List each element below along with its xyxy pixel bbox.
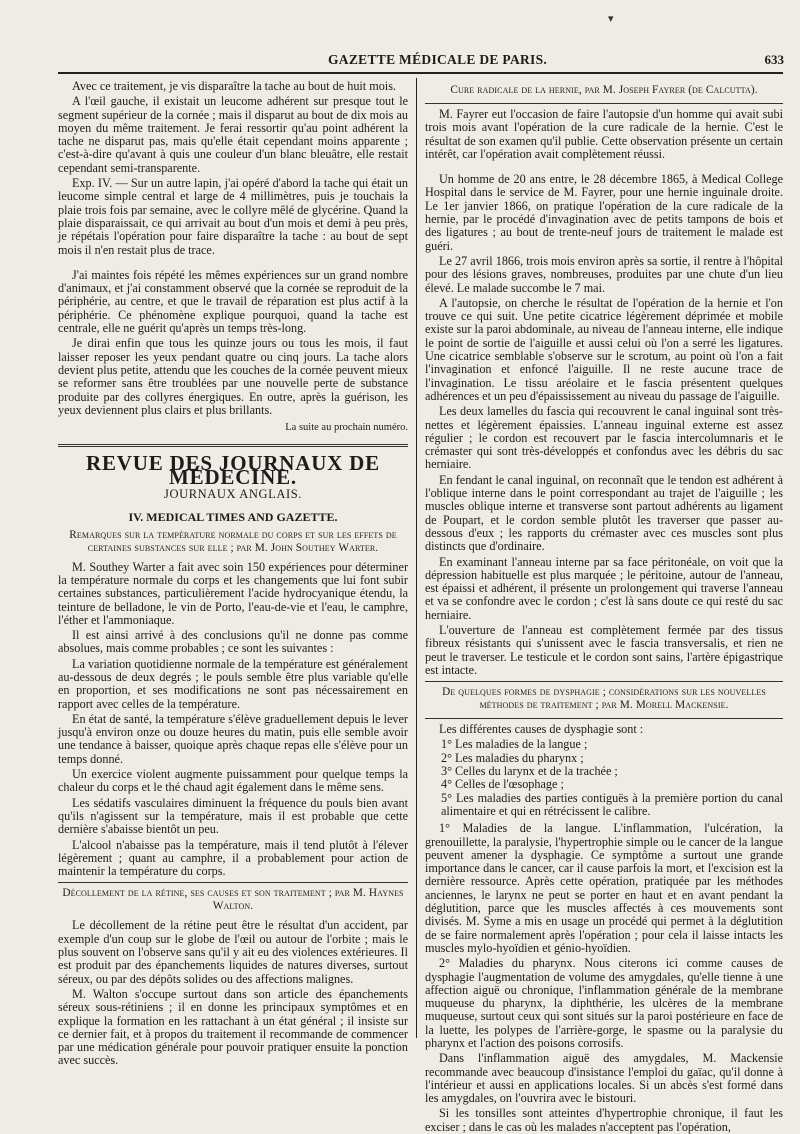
corner-mark: ▾ xyxy=(608,12,614,25)
article-rule xyxy=(425,103,783,104)
article-rule xyxy=(425,718,783,719)
paragraph: L'ouverture de l'anneau est complètement fermée par des tissus fibreux résistants qui s'unissent avec le fascia transversalis, et rien ne peut le traverser. Le testicule et le cordon sont sains, l'artère épigastrique est intacte. xyxy=(425,622,783,677)
article-heading: Remarques sur la température normale du corps et sur les effets de certaines substances sur elle ; par M. John Southey Warter. xyxy=(69,528,397,554)
paragraph: Les sédatifs vasculaires diminuent la fréquence du pouls bien avant qu'ils n'agissent sur la température, mais il est probable que cette dernière s'abaisse bientôt un peu. xyxy=(58,795,408,837)
left-column xyxy=(58,79,408,1068)
list-item: 4° Celles de l'œsophage ; xyxy=(441,777,564,792)
paragraph: Le 27 avril 1866, trois mois environ après sa sortie, il rentre à l'hôpital pour des lésions graves, nombreuses, produites par une chute d'un lieu élevé. Le malade succombe le 7 mai. xyxy=(425,253,783,295)
journal-heading: IV. MEDICAL TIMES AND GAZETTE. xyxy=(128,510,338,525)
paragraph: 2° Maladies du pharynx. Nous citerons ici comme causes de dysphagie l'augmentation de volume des amygdales, qu'elle tienne à une affection aiguë ou chronique, l'inflammation générale de la membrane muqueuse du pharynx, la diphthérie, les ulcères de la membrane muqueuse, surtout ceux qui sont situés sur la paroi postérieure en face de la luette, les polypes de l'arrière-gorge, le spasme ou la paralysie du pharynx et l'action des poisons corrosifs. xyxy=(425,956,783,1050)
list-item: 5° Les maladies des parties contiguës à la première portion du canal alimentaire et qui en rétrécissent le calibre. xyxy=(441,790,783,818)
article-heading: Cure radicale de la hernie, par M. Joseph Fayrer (de Calcutta). xyxy=(450,84,758,96)
paragraph: Je dirai enfin que tous les quinze jours ou tous les mois, il faut laisser reposer les yeux pendant quatre ou cinq jours. La tache alors devient plus petite, attendu que les couches de la cornée peuvent mieux se reformer sans être troublées par une nouvelle perte de substance produite par des collyres énergiques. En outre, après la guérison, les yeux deviennent plus clairs et plus brillants. xyxy=(58,336,408,417)
list-item: 1° Les maladies de la langue ; xyxy=(441,737,588,752)
right-column xyxy=(425,80,783,1134)
paragraph: Si les tonsilles sont atteintes d'hypertrophie chronique, il faut les exciser ; dans le cas où les malades n'acceptent pas l'opération, xyxy=(425,1106,783,1134)
article-heading: De quelques formes de dysphagie ; considérations sur les nouvelles méthodes de traitement ; par M. Morell Mackensie. xyxy=(442,686,766,712)
paragraph: 1° Maladies de la langue. L'inflammation, l'ulcération, la grenouillette, la paralysie, l'hypertrophie simple ou le cancer de la langue peuvent amener la dysphagie. Ce symptôme a surtout une grande importance dans le cancer, car il cause parfois la mort, et l'excision est la dernière ressource. Après cette opération, pratiquée par les méthodes anciennes, le larynx ne peut se porter en haut et en avant pendant la déglutition, parce que les muscles affectés à ces mouvements sont divisés. M. Syme a mis en usage un procédé qui permet à la déglutition de se faire normalement après l'opération ; pour cela il laisse intacts les muscles mylo-hyoïdien et génio-hyoïdien. xyxy=(425,821,783,955)
article-heading: Décollement de la rétine, ses causes et son traitement ; par M. Haynes Walton. xyxy=(62,887,404,913)
paragraph: Un homme de 20 ans entre, le 28 décembre 1865, à Medical College Hospital dans le service de M. Fayrer, pour une hernie inguinale droite. Le 1er janvier 1866, on pratique l'opération de la cure radicale de la hernie, par le procédé d'invagination avec de petits tampons de bois et des ligatures ; au bout de trente-neuf jours de traitement le malade est guéri. xyxy=(425,172,783,253)
paragraph: En fendant le canal inguinal, on reconnaît que le tendon est adhérent à l'oblique interne dans le point correspondant au trajet de l'aiguille ; les muscles oblique interne et transverse sont partout adhérents au ligament de Poupart, et le cordon semble plutôt les traverser que passer au-dessous d'eux ; les rapports du crémaster avec ces muscles sont plus distincts que d'ordinaire. xyxy=(425,472,783,554)
causes-list xyxy=(425,738,783,818)
page-header xyxy=(170,52,790,70)
paragraph: J'ai maintes fois répété les mêmes expériences sur un grand nombre d'animaux, et j'ai constamment observé que la cornée se reproduit de la périphérie, au centre, et que le travail de réparation est plus actif à la périphérie. Ce phénomène explique pourquoi, quand la tache est centrale, elle ne guérit qu'après un temps très-long. xyxy=(58,267,408,336)
journal-title: GAZETTE MÉDICALE DE PARIS. xyxy=(328,52,548,67)
review-subtitle: JOURNAUX ANGLAIS. xyxy=(164,487,302,502)
header-rule xyxy=(58,72,783,74)
paragraph: Les différentes causes de dysphagie sont : xyxy=(439,722,644,737)
section-rule xyxy=(58,444,408,447)
paragraph: A l'œil gauche, il existait un leucome adhérent sur presque tout le segment supérieur de la cornée ; mais il disparut au bout de dix mois au moyen du même traitement. Je ferai ressortir qu'au point adhérent la tache ne disparut pas, mais qu'elle était cependant moins apparente ; c'est-à-dire qu'avant à quis une couleur d'un blanc bleuâtre, elle restait cependant semi-transparente. xyxy=(58,94,408,175)
page-number: 633 xyxy=(764,52,784,67)
review-title: REVUE DES JOURNAUX DE MÉDECINE. xyxy=(86,451,380,489)
list-item: 2° Les maladies du pharynx ; xyxy=(441,750,584,765)
paragraph: M. Walton s'occupe surtout dans son article des épanchements séreux sous-rétiniens ; il en donne les principaux symptômes et en explique la formation en les rattachant à un état général ; il insiste sur ce dernier fait, et à propos du traitement il recommande de commencer par une médication générale pour pouvoir pratiquer ensuite la ponction avec succès. xyxy=(58,986,408,1068)
paragraph: Les deux lamelles du fascia qui recouvrent le canal inguinal sont très-nettes et légèrement épaissies. L'anneau inguinal externe est assez régulier ; le cordon est recouvert par le fascia intercolumnaris et le crémaster qui sont très-développés et confondus avec les débris du sac herniaire. xyxy=(425,404,783,472)
list-item: 3° Celles du larynx et de la trachée ; xyxy=(441,764,618,779)
continued-note: La suite au prochain numéro. xyxy=(285,422,408,434)
paragraph: En état de santé, la température s'élève graduellement depuis le lever jusqu'à environ onze ou douze heures du matin, puis elle semble avoir une tendance à baisser, quoique après chaque repas elle s'élève pour un temps donné. xyxy=(58,711,408,766)
paragraph: A l'autopsie, on cherche le résultat de l'opération de la hernie et l'on trouve ce qui suit. Une petite cicatrice légèrement déprimée et mobile existe sur la paroi abdominale, au niveau de l'anneau interne, elle indique le point de sortie de l'aiguille et aussi celui où l'on a serré les ligatures. Une cicatrice semblable s'observe sur le scrotum, au point où l'on a fait l'invagination et enfoncé l'aiguille. Il ne reste aucune trace de l'invagination. Le tissu aréolaire et le fascia présentent quelques adhérences et un peu d'épaississement au niveau du passage de l'aiguille. xyxy=(425,295,783,403)
paragraph: M. Southey Warter a fait avec soin 150 expériences pour déterminer la température normale du corps et les changements que lui font subir certaines substances, particulièrement l'acide hydrocyanique étendu, la teinture de belladone, le vin de Porto, l'eau-de-vie et l'eau, le camphre, l'éther et l'ammoniaque. xyxy=(58,559,408,627)
paragraph: Le décollement de la rétine peut être le résultat d'un accident, par exemple d'un coup sur le globe de l'œil ou autour de l'orbite ; mais le plus souvent on l'observe sans qu'il y ait eu des violences extérieures. Il est produit par des épanchements liquides de natures diverses, surtout séreux, ou par des dépôts solides ou des affections malignes. xyxy=(58,918,408,986)
paragraph: En examinant l'anneau interne par sa face péritonéale, on voit que la dépression habituelle est plus marquée ; le péritoine, autour de l'anneau, est épaissi et adhérent, il présente un prolongement qui traverse l'anneau et va se confondre avec le cordon ; c'est là sans doute ce qui resté du sac herniaire. xyxy=(425,554,783,622)
paragraph: Il est ainsi arrivé à des conclusions qu'il ne donne pas comme absolues, mais comme probables ; ce sont les suivantes : xyxy=(58,628,408,656)
paragraph: M. Fayrer eut l'occasion de faire l'autopsie d'un homme qui avait subi trois mois avant l'opération de la cure radicale de la hernie. C'est le résultat de son examen qu'il publie. Cette observation présente un certain intérêt, car l'opération avait complètement réussi. xyxy=(425,107,783,161)
paragraph: La variation quotidienne normale de la température est généralement au-dessous de deux degrés ; le pouls semble être plus variable qu'elle en proportion, et ses modifications ne sont pas nécessairement en rapport avec celles de la température. xyxy=(58,656,408,711)
paragraph: Un exercice violent augmente puissamment pour quelque temps la chaleur du corps et le thé chaud agit également dans le même sens. xyxy=(58,767,408,795)
article-rule xyxy=(425,681,783,682)
paragraph: Avec ce traitement, je vis disparaître la tache au bout de huit mois. xyxy=(72,79,396,93)
article-rule xyxy=(58,882,408,883)
paragraph: L'alcool n'abaisse pas la température, mais il tend plutôt à l'élever légèrement ; quant au camphre, il a probablement pour action de maintenir la température du corps. xyxy=(58,837,408,879)
paragraph: Exp. IV. — Sur un autre lapin, j'ai opéré d'abord la tache qui était un leucome simple central et large de 4 millimètres, puis je touchais la plaie trois fois par semaine, avec le collyre mêlé de glycérine. Quand la plaie disparaissait, ce qui arrivait au bout d'un mois et demi à peu près, je répétais l'opération pour faire disparaître la tache : au bout de sept mois il n'en restait plus de trace. xyxy=(58,176,408,257)
column-divider xyxy=(416,78,417,1038)
paragraph: Dans l'inflammation aiguë des amygdales, M. Mackensie recommande avec beaucoup d'insistance l'emploi du gaïac, qu'il donne à l'intérieur et aussi en applications locales. Si un abcès s'est formé dans les amygdales, on l'ouvrira avec le bistouri. xyxy=(425,1051,783,1106)
